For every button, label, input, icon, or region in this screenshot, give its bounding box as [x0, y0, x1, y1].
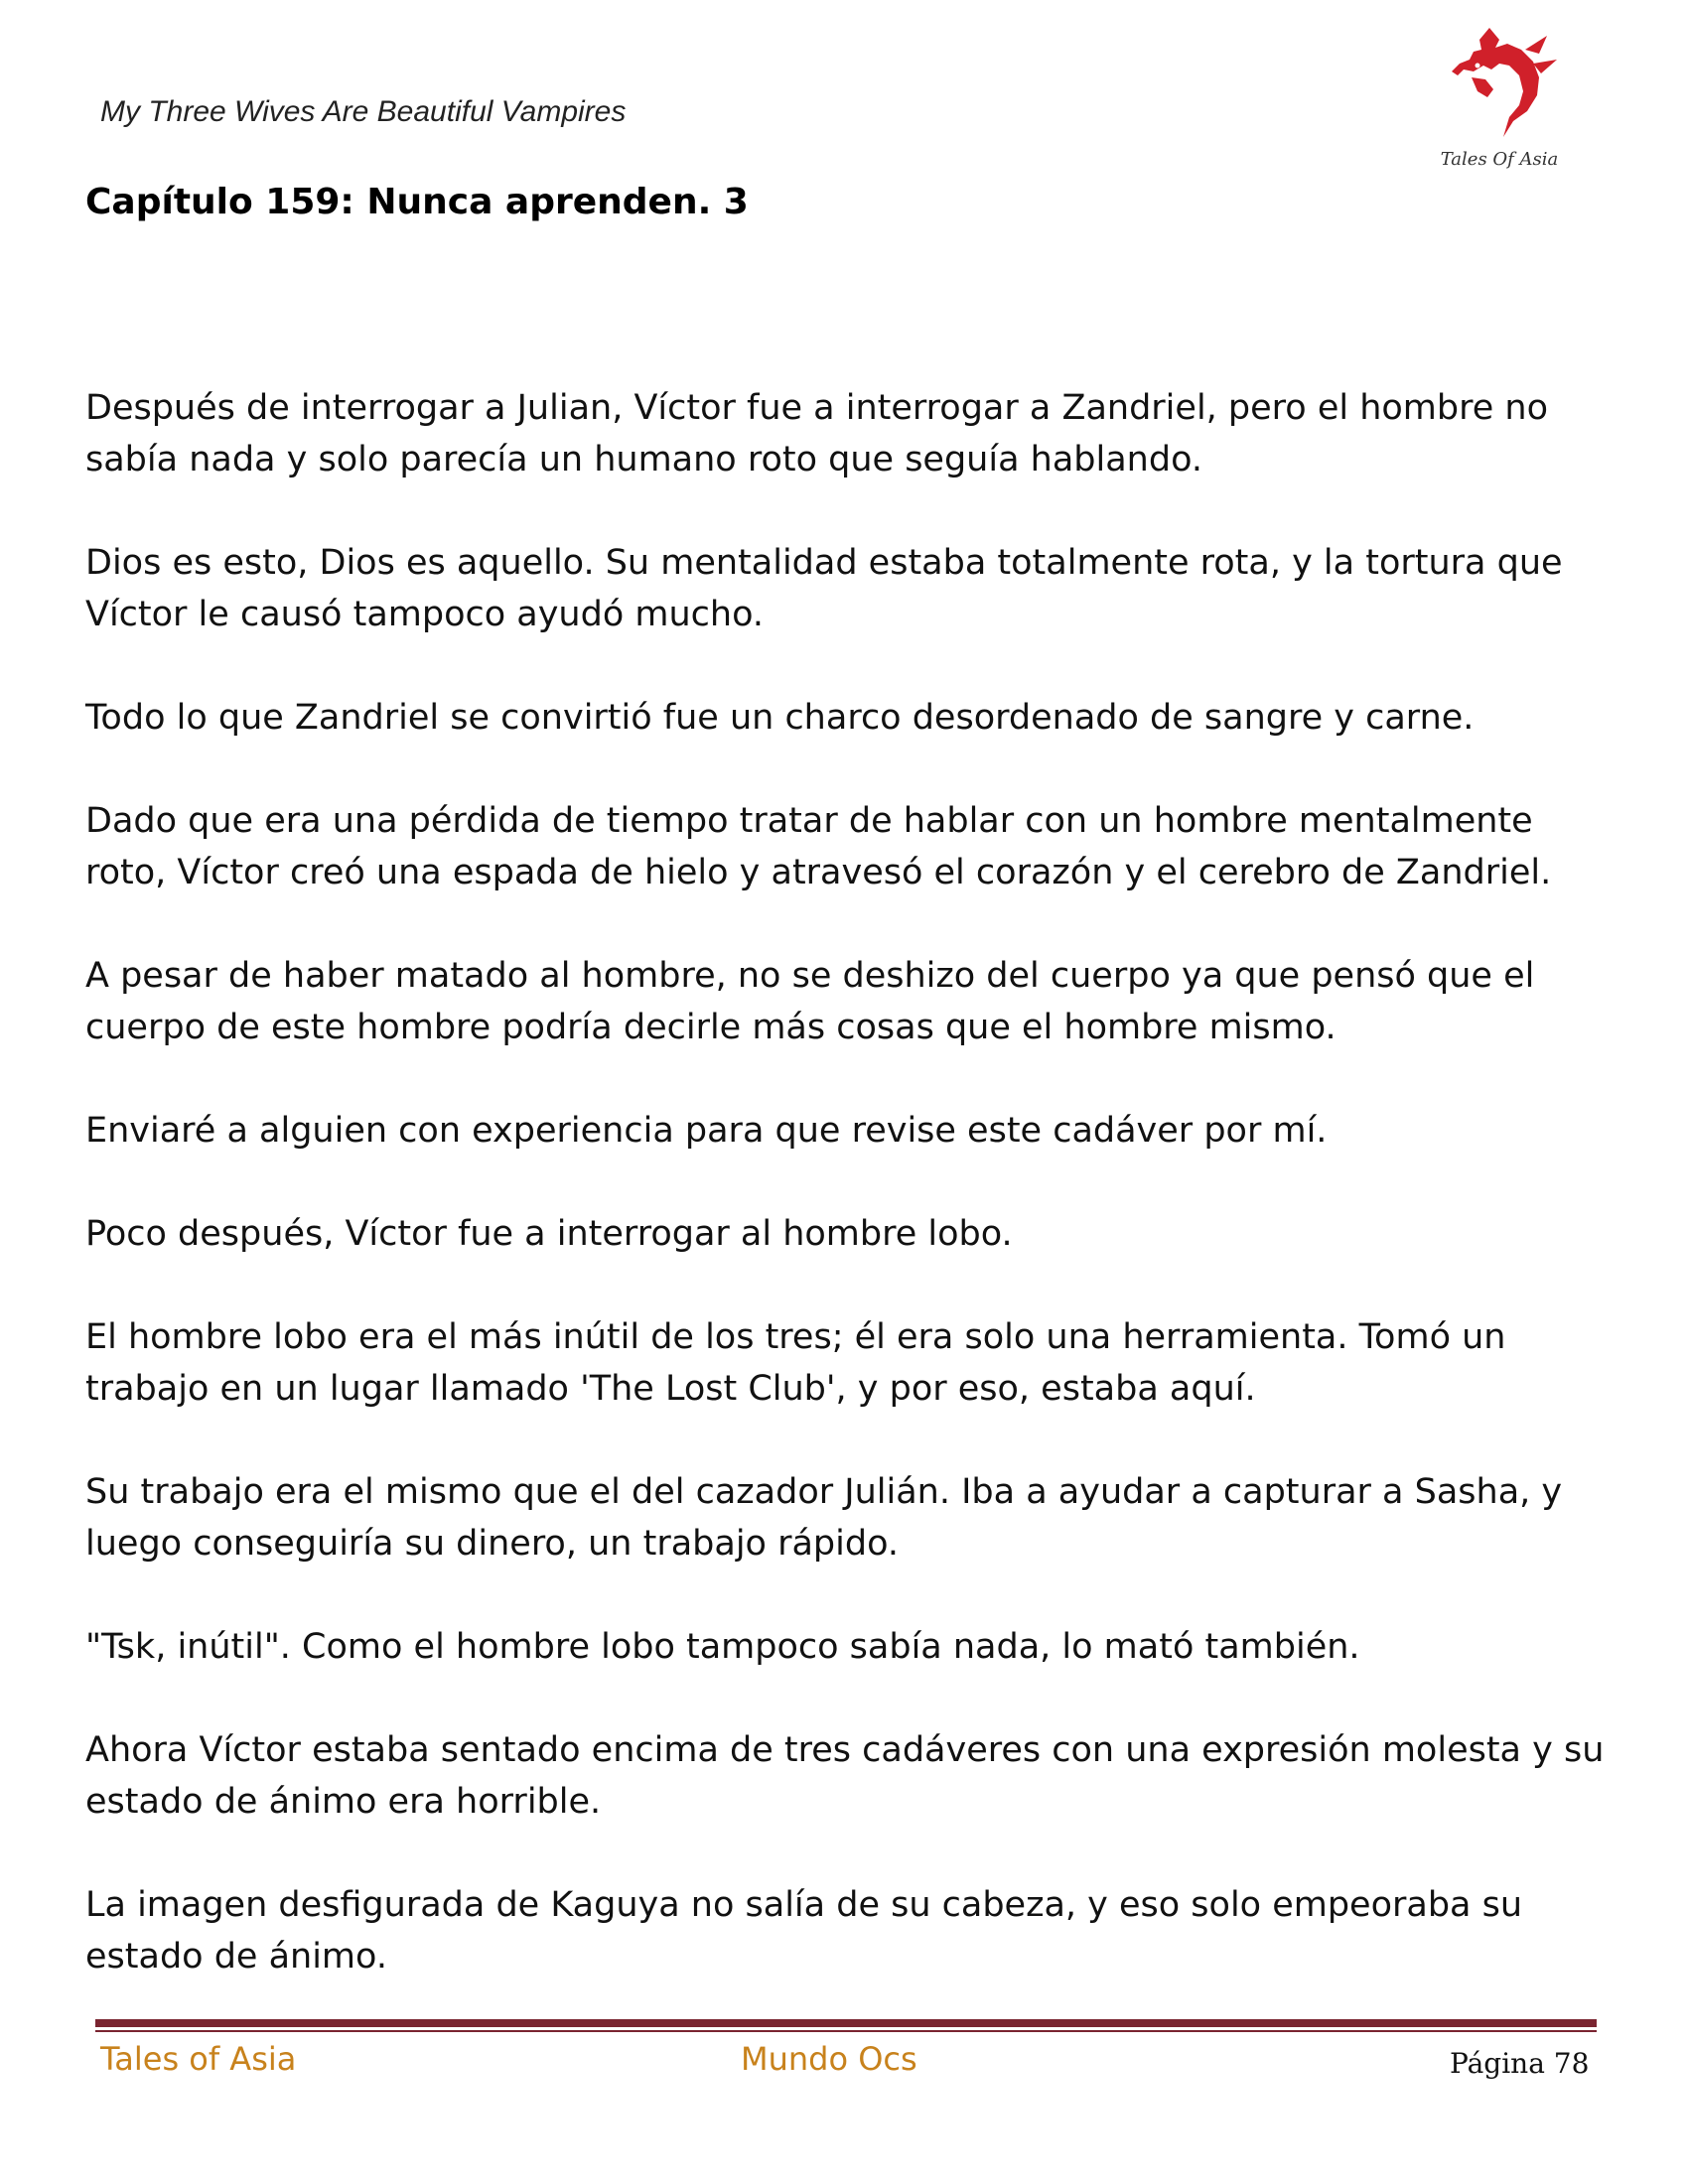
paragraph: Dado que era una pérdida de tiempo tratar de hablar con un hombre mentalmente roto, Víctor creó una espada de hielo y atravesó el corazón y el cerebro de Zandriel. — [85, 801, 1552, 892]
page-number: Página 78 — [1450, 2047, 1590, 2080]
paragraph: A pesar de haber matado al hombre, no se deshizo del cuerpo ya que pensó que el cuerpo de este hombre podría decirle más cosas que el hombre mismo. — [85, 956, 1535, 1047]
tales-of-asia-logo — [1430, 20, 1569, 179]
paragraph: Después de interrogar a Julian, Víctor fue a interrogar a Zandriel, pero el hombre no sabía nada y solo parecía un humano roto que seguía hablando. — [85, 388, 1548, 479]
footer-source: Mundo Ocs — [741, 2040, 917, 2078]
chapter-body — [85, 382, 1615, 2034]
paragraph: Enviaré a alguien con experiencia para que revise este cadáver por mí. — [85, 1111, 1328, 1151]
paragraph: Poco después, Víctor fue a interrogar al hombre lobo. — [85, 1214, 1013, 1254]
paragraph: El hombre lobo era el más inútil de los tres; él era solo una herramienta. Tomó un trabajo en un lugar llamado 'The Lost Club', y por eso, estaba aquí. — [85, 1317, 1506, 1409]
paragraph: Su trabajo era el mismo que el del cazador Julián. Iba a ayudar a capturar a Sasha, y luego conseguiría su dinero, un trabajo rápido. — [85, 1472, 1563, 1564]
paragraph: Todo lo que Zandriel se convirtió fue un charco desordenado de sangre y carne. — [85, 698, 1475, 738]
footer-divider — [95, 2019, 1597, 2032]
paragraph: Dios es esto, Dios es aquello. Su mentalidad estaba totalmente rota, y la tortura que Víctor le causó tampoco ayudó mucho. — [85, 543, 1563, 634]
chapter-title: Capítulo 159: Nunca aprenden. 3 — [85, 182, 749, 222]
paragraph: Ahora Víctor estaba sentado encima de tres cadáveres con una expresión molesta y su estado de ánimo era horrible. — [85, 1730, 1605, 1822]
dragon-icon — [1430, 20, 1569, 149]
book-title: My Three Wives Are Beautiful Vampires — [100, 95, 627, 128]
logo-text: Tales Of Asia — [1440, 149, 1559, 170]
paragraph: "Tsk, inútil". Como el hombre lobo tampoco sabía nada, lo mató también. — [85, 1627, 1360, 1667]
paragraph: La imagen desfigurada de Kaguya no salía de su cabeza, y eso solo empeoraba su estado de ánimo. — [85, 1885, 1523, 1977]
footer-publisher: Tales of Asia — [100, 2040, 297, 2078]
